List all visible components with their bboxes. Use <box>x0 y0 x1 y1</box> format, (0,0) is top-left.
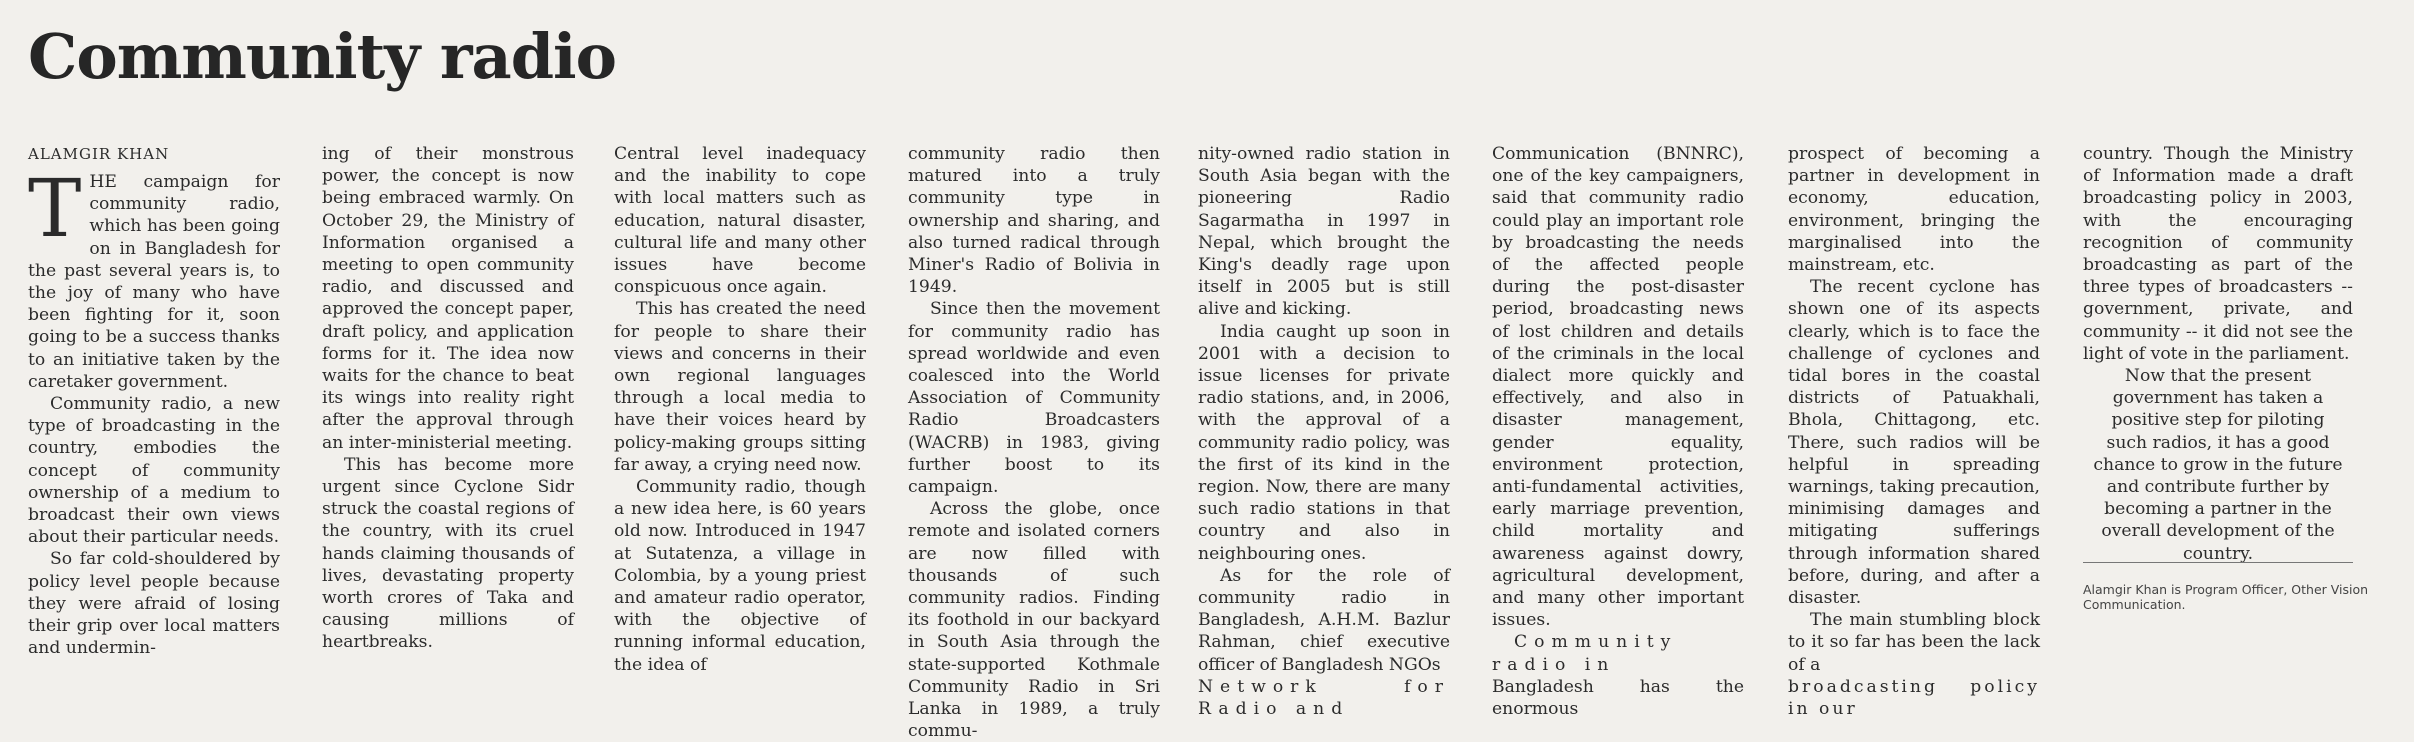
paragraph-3: So far cold-shouldered by policy level people because they were afraid of losing their grip over local matters and undermin- <box>28 549 280 659</box>
paragraph-19-end: broadcasting policy in our <box>1788 676 2040 720</box>
drop-cap: T <box>28 162 82 255</box>
column-3 <box>614 143 866 676</box>
paragraph-19: The main stumbling block to it so far has been the lack of a <box>1788 610 2040 675</box>
paragraph-9: community radio then matured into a truly community type in ownership and sharing, and also turned radical through Miner's Radio of Bolivia in 1949. <box>908 144 1160 298</box>
byline: ALAMGIR KHAN <box>28 145 170 163</box>
paragraph-16: Community radio in <box>1492 632 1678 675</box>
column-1 <box>28 143 280 659</box>
paragraph-18: The recent cyclone has shown one of its aspects clearly, which is to face the challenge of cyclones and tidal bores in the coastal districts of Patuakhali, Bhola, Chittagong, etc. There, such radios will be helpful in spreading warnings, taking precaution, minimising damages and mitigating sufferings through information shared before, during, and after a disaster. <box>1788 277 2040 609</box>
paragraph-12: nity-owned radio station in South Asia began with the pioneering Radio Sagarmatha in 1997 in Nepal, which brought the King's deadly rage upon itself in 2005 but is still alive and kicking. <box>1198 144 1450 320</box>
paragraph-13: India caught up soon in 2001 with a decision to issue licenses for private radio stations, and, in 2006, with the approval of a community radio policy, was the first of its kind in the region. Now, there are many such radio stations in that country and also in neighbouring ones. <box>1198 321 1450 564</box>
paragraph-21: Now that the present government has taken a positive step for piloting such radios, it has a good chance to grow in the future and contribute further by becoming a partner in the overall development of the country. <box>2093 366 2343 564</box>
paragraph-16-end: Bangladesh has the enormous <box>1492 676 1744 720</box>
column-4 <box>908 143 1160 742</box>
column-8 <box>2083 143 2353 565</box>
paragraph-14: As for the role of community radio in Bangladesh, A.H.M. Bazlur Rahman, chief executive officer of Bangladesh NGOs <box>1198 565 1450 675</box>
paragraph-6: Central level inadequacy and the inability to cope with local matters such as education, natural disaster, cultural life and many other issues have become conspicuous once again. <box>614 144 866 298</box>
column-5 <box>1198 143 1450 720</box>
paragraph-7: This has created the need for people to share their views and concerns in their own regional languages through a local media to have their voices heard by policy-making groups sitting far away, a crying need now. <box>614 299 866 475</box>
column-6 <box>1492 143 1744 720</box>
paragraph-1: THE campaign for community radio, which has been going on in Bangladesh for the past several years is, to the joy of many who have been fighting for it, soon going to be a success thanks to an initiative taken by the caretaker government. <box>28 162 280 392</box>
column-2 <box>322 143 574 654</box>
headline: Community radio <box>28 20 616 93</box>
column-7 <box>1788 143 2040 720</box>
paragraph-8: Community radio, though a new idea here, is 60 years old now. Introduced in 1947 at Sutatenza, a village in Colombia, by a young priest and amateur radio operator, with the objective of running informal education, the idea of <box>614 477 866 675</box>
paragraph-10: Since then the movement for community radio has spread worldwide and even coalesced into the World Association of Community Radio Broadcasters (WACRB) in 1983, giving further boost to its campaign. <box>908 299 1160 498</box>
paragraph-11: Across the globe, once remote and isolated corners are now filled with thousands of such community radios. Finding its foothold in our backyard in South Asia through the state-supported Kothmale Community Radio in Sri Lanka in 1989, a truly commu- <box>908 499 1160 742</box>
paragraph-5: This has become more urgent since Cyclone Sidr struck the coastal regions of the country, with its cruel hands claiming thousands of lives, devastating property worth crores of Taka and causing millions of heartbreaks. <box>322 454 574 653</box>
footnote-divider <box>2083 562 2353 563</box>
author-footnote: Alamgir Khan is Program Officer, Other Vision Communication. <box>2083 582 2369 612</box>
paragraph-14-end: Network for Radio and <box>1198 676 1450 720</box>
paragraph-17: prospect of becoming a partner in development in economy, education, environment, bringing the marginalised into the mainstream, etc. <box>1788 144 2040 276</box>
paragraph-4: ing of their monstrous power, the concept is now being embraced warmly. On October 29, the Ministry of Information organised a meeting to open community radio, and discussed and approved the concept paper, draft policy, and application forms for it. The idea now waits for the chance to beat its wings into reality right after the approval through an inter-ministerial meeting. <box>322 144 574 453</box>
paragraph-2: Community radio, a new type of broadcasting in the country, embodies the concept of community ownership of a medium to broadcast their own views about their particular needs. <box>28 394 280 548</box>
paragraph-20: country. Though the Ministry of Information made a draft broadcasting policy in 2003, with the encouraging recognition of community broadcasting as part of the three types of broadcasters -- government, private, and community -- it did not see the light of vote in the parliament. <box>2083 144 2353 364</box>
paragraph-15: Communication (BNNRC), one of the key campaigners, said that community radio could play an important role by broadcasting the needs of the affected people during the post-disaster period, broadcasting news of lost children and details of the criminals in the local dialect more quickly and effectively, and also in disaster management, gender equality, environment protection, anti-fundamental activities, early marriage prevention, child mortality and awareness against dowry, agricultural development, and many other important issues. <box>1492 144 1744 631</box>
